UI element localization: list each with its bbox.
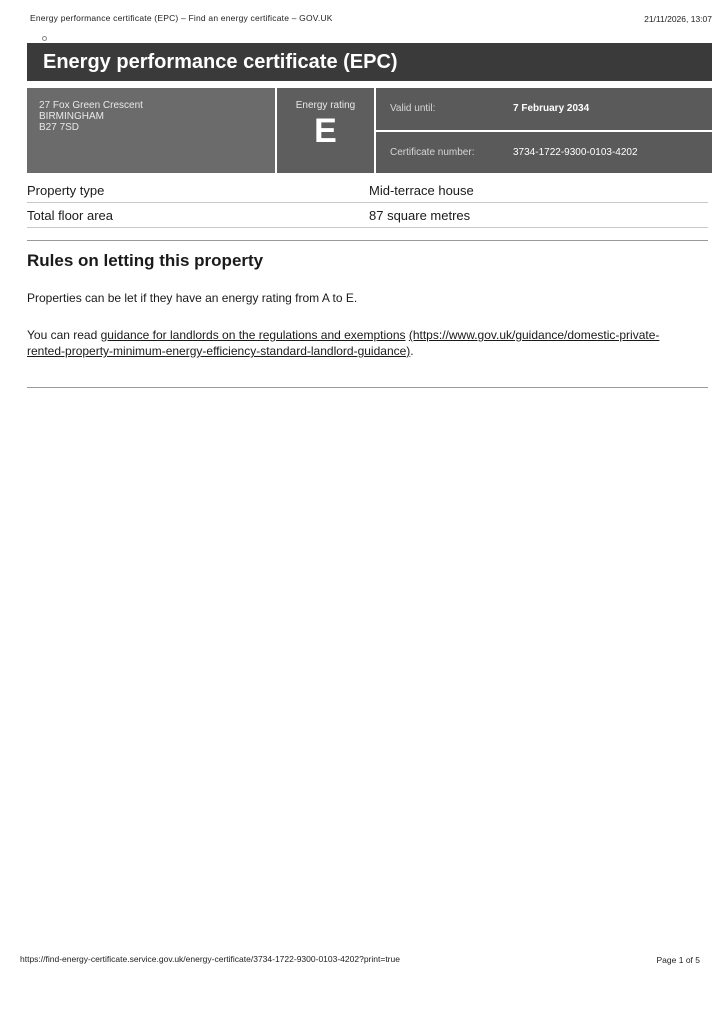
property-type-value: Mid-terrace house bbox=[369, 182, 474, 198]
valid-until-row bbox=[376, 88, 712, 130]
property-type-label: Property type bbox=[27, 182, 105, 198]
valid-until-value: 7 February 2034 bbox=[513, 103, 590, 115]
guidance-prefix: You can read bbox=[27, 328, 101, 342]
print-footer-page-number: Page 1 of 5 bbox=[656, 955, 700, 965]
energy-rating-label: Energy rating bbox=[295, 100, 356, 111]
certificate-number-value: 3734-1722-9300-0103-4202 bbox=[513, 146, 638, 158]
certificate-meta bbox=[376, 88, 712, 173]
table-row bbox=[27, 178, 708, 203]
letting-paragraph: Properties can be let if they have an energy rating from A to E. bbox=[27, 291, 358, 305]
property-details-table bbox=[27, 178, 708, 228]
table-row bbox=[27, 203, 708, 228]
section-divider bbox=[27, 240, 708, 241]
energy-rating-box bbox=[277, 88, 374, 173]
print-footer-url: https://find-energy-certificate.service.gov.uk/energy-certificate/3734-1722-9300-0103-4202?print=true bbox=[20, 954, 400, 964]
print-header-timestamp: 21/11/2026, 13:07 bbox=[644, 14, 712, 24]
certificate-number-label: Certificate number: bbox=[390, 146, 475, 158]
address-line-3: B27 7SD bbox=[39, 122, 80, 133]
property-address bbox=[27, 88, 275, 173]
section-divider bbox=[27, 387, 708, 388]
address-line-1: 27 Fox Green Crescent bbox=[39, 100, 143, 111]
guidance-suffix: . bbox=[410, 344, 414, 358]
certificate-number-row bbox=[376, 132, 712, 174]
epc-summary-panel bbox=[27, 88, 712, 173]
valid-until-label: Valid until: bbox=[390, 103, 436, 115]
print-header-page-title: Energy performance certificate (EPC) – Find an energy certificate – GOV.UK bbox=[30, 13, 333, 23]
energy-rating-letter: E bbox=[314, 112, 337, 150]
bullet-dot-icon bbox=[42, 36, 47, 41]
floor-area-label: Total floor area bbox=[27, 207, 113, 223]
letting-section-title: Rules on letting this property bbox=[27, 251, 264, 270]
landlord-guidance-link[interactable]: guidance for landlords on the regulations and exemptions bbox=[100, 328, 406, 342]
address-line-2: BIRMINGHAM bbox=[39, 111, 104, 122]
page-title: Energy performance certificate (EPC) bbox=[27, 43, 712, 81]
floor-area-value: 87 square metres bbox=[369, 207, 471, 223]
letting-guidance-paragraph bbox=[27, 327, 697, 359]
landlord-guidance-url[interactable]: (https://www.gov.uk/guidance/domestic-private-rented-property-minimum-energy-efficiency-standard-landlord-guidance) bbox=[27, 328, 660, 358]
